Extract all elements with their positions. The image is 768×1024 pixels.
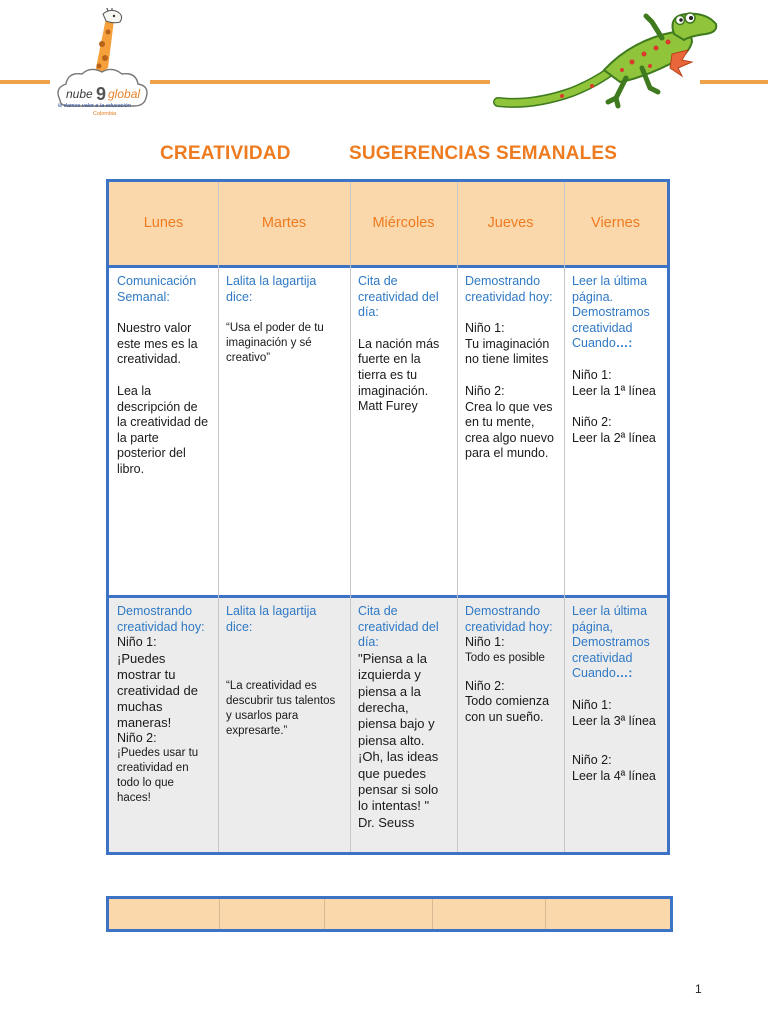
w1-miercoles-quote: La nación más fuerte en la tierra es tu imaginación.	[358, 336, 440, 398]
w2-jueves-n2-label: Niño 2:	[465, 678, 505, 693]
w2-jueves-n2-text: Todo comienza con un sueño.	[465, 694, 550, 724]
w1-jueves-n1-text: Tu imaginación no tiene limites	[465, 336, 550, 367]
w2-viernes-n1-label: Niño 1:	[572, 697, 612, 712]
w2-miercoles-author: Dr. Seuss	[358, 814, 415, 830]
w1-jueves-n2-label: Niño 2:	[465, 383, 505, 398]
strip-divider	[432, 899, 433, 929]
svg-text:nube: nube	[66, 87, 93, 101]
w2-viernes-cell	[564, 598, 667, 852]
header-rule-left	[0, 80, 50, 84]
w2-jueves-n1-label: Niño 1:	[465, 635, 505, 650]
column-divider	[457, 182, 458, 852]
strip-divider	[219, 899, 220, 929]
header-rule-middle	[150, 80, 490, 84]
day-header-jueves: Jueves	[457, 182, 564, 265]
w1-jueves-cell	[457, 268, 564, 595]
column-divider	[350, 182, 351, 852]
w1-miercoles-heading: Cita de creatividad del día:	[358, 274, 439, 320]
w2-miercoles-cell	[350, 598, 457, 852]
w1-jueves-n1-label: Niño 1:	[465, 321, 505, 336]
w1-lunes-heading: Comunicación Semanal:	[117, 274, 197, 304]
w2-lunes-n2-label: Niño 2:	[117, 730, 157, 745]
strip-divider	[545, 899, 546, 929]
w1-jueves-n2-text: Crea lo que ves en tu mente, crea algo nuevo para el mundo.	[465, 399, 554, 461]
w1-jueves-heading: Demostrando creatividad hoy:	[465, 274, 553, 304]
w1-lunes-text-1: Nuestro valor este mes es la creatividad.	[117, 321, 198, 367]
w2-jueves-n1-text: Todo es posible	[465, 651, 545, 664]
w1-viernes-ellipsis: …:	[615, 336, 633, 351]
column-divider	[564, 182, 565, 852]
w2-jueves-heading: Demostrando creatividad hoy:	[465, 604, 553, 634]
w2-lunes-n1-text: ¡Puedes mostrar tu creatividad de muchas maneras!	[117, 650, 198, 730]
strip-divider	[324, 899, 325, 929]
w1-martes-quote: “Usa el poder de tu imaginación y sé creativo”	[226, 322, 324, 365]
w2-lunes-n1-label: Niño 1:	[117, 635, 157, 650]
day-header-martes: Martes	[218, 182, 350, 265]
logo-country: Colombia	[93, 111, 117, 117]
day-header-lunes: Lunes	[109, 182, 218, 265]
w1-viernes-n2-text: Leer la 2ª línea	[572, 430, 656, 445]
w1-viernes-n1-label: Niño 1:	[572, 367, 612, 382]
w2-miercoles-heading: Cita de creatividad del día:	[358, 604, 439, 650]
w1-lunes-cell	[109, 268, 218, 595]
w2-lunes-cell	[109, 598, 218, 852]
lizard-illustration	[492, 6, 722, 112]
w1-miercoles-author: Matt Furey	[358, 399, 418, 414]
page-title: CREATIVIDAD	[160, 143, 291, 164]
w2-miercoles-quote: "Piensa a la izquierda y piensa a la derecha, piensa bajo y piensa alto. ¡Oh, las ideas que puedes pensar si solo lo intentas! "	[358, 650, 439, 814]
svg-text:global: global	[108, 87, 141, 101]
footer-strip-table	[106, 896, 673, 932]
page-subtitle: SUGERENCIAS SEMANALES	[349, 143, 618, 164]
w1-martes-cell	[218, 268, 350, 595]
w2-viernes-heading: Leer la última página, Demostramos creatividad Cuando…:	[572, 604, 650, 681]
w2-lunes-n2-text: ¡Puedes usar tu creatividad en todo lo que haces!	[117, 747, 199, 805]
w1-martes-heading: Lalita la lagartija dice:	[226, 274, 317, 304]
w2-martes-cell	[218, 598, 350, 852]
w1-viernes-n1-text: Leer la 1ª línea	[572, 383, 656, 398]
w2-viernes-n2-text: Leer la 4ª línea	[572, 768, 656, 783]
day-header-miercoles: Miércoles	[350, 182, 457, 265]
w2-viernes-n1-text: Leer la 3ª línea	[572, 713, 656, 728]
weekly-suggestions-table	[106, 179, 670, 855]
day-header-viernes: Viernes	[564, 182, 667, 265]
w2-viernes-n2-label: Niño 2:	[572, 753, 612, 768]
w2-jueves-cell	[457, 598, 564, 852]
page-number: 1	[695, 982, 702, 996]
column-divider	[218, 182, 219, 852]
w1-lunes-text-2: Lea la descripción de la creatividad de la parte posterior del libro.	[117, 383, 209, 476]
w2-martes-quote: “La creatividad es descubrir tus talentos y usarlos para expresarte.”	[226, 680, 336, 738]
w2-martes-heading: Lalita la lagartija dice:	[226, 604, 317, 634]
w1-viernes-cell	[564, 268, 667, 595]
w2-viernes-ellipsis: …:	[615, 666, 633, 681]
w2-lunes-heading: Demostrando creatividad hoy:	[117, 604, 205, 634]
svg-text:9: 9	[96, 84, 107, 104]
logo-tagline: le damos valor a la educación	[58, 103, 131, 109]
w1-miercoles-cell	[350, 268, 457, 595]
w1-viernes-heading: Leer la última página. Demostramos creatividad Cuando…:	[572, 274, 650, 351]
w1-viernes-n2-label: Niño 2:	[572, 415, 612, 430]
